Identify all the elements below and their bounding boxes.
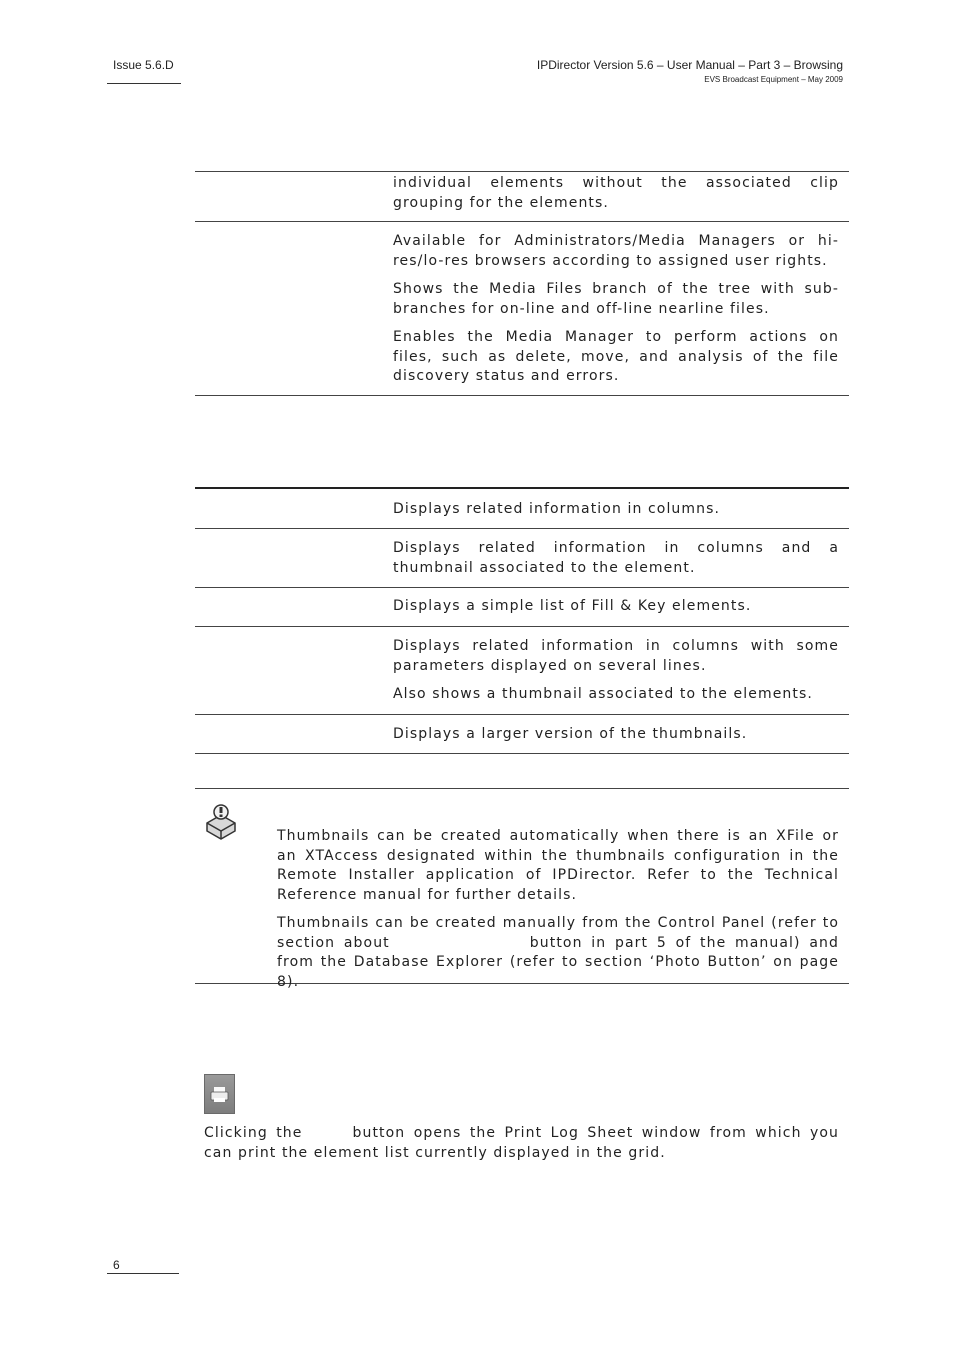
- header-title: IPDirector Version 5.6 – User Manual – Part 3 – Browsing: [536, 58, 843, 72]
- table-row: [195, 588, 849, 627]
- table-row: [195, 222, 849, 396]
- cell-text: individual elements without the associated clip grouping for the elements.: [393, 175, 839, 211]
- cell-text: Also shows a thumbnail associated to the elements.: [393, 686, 813, 702]
- note-paragraph: Thumbnails can be created automatically when there is an XFile or an XTAccess designated within the thumbnails configuration in the Remote Installer application of IPDirector. Refer to the Technical Reference manual for further details.: [277, 828, 839, 903]
- header-divider: [107, 83, 181, 84]
- table-cell: [393, 627, 839, 705]
- print-text-part: Clicking the: [204, 1125, 303, 1141]
- footer-divider: [107, 1273, 179, 1274]
- table-2: [195, 487, 849, 754]
- table-cell: [393, 222, 839, 387]
- table-row: [195, 172, 849, 222]
- cell-text: Displays related information in columns.: [393, 501, 721, 517]
- note-text: [277, 827, 839, 1001]
- page-number: 6: [113, 1258, 120, 1272]
- cell-text: Available for Administrators/Media Managers or hi-res/lo-res browsers according to assigned user rights.: [393, 233, 839, 269]
- table-row: [195, 627, 849, 715]
- note-paragraph-part: button in part 5 of the manual) and from the Database Explorer (refer to section ‘Photo Button’ on page 8).: [277, 934, 839, 990]
- note-icon: [204, 803, 238, 843]
- table-cell: [393, 588, 839, 617]
- note-paragraph-part: Thumbnails can be created manually from the Control Panel (refer to section about: [277, 915, 839, 951]
- table-cell: [393, 529, 839, 578]
- page-header: [537, 58, 843, 84]
- header-issue: Issue 5.6.D: [113, 58, 174, 72]
- printer-icon: [205, 1075, 234, 1113]
- note-box: [195, 788, 849, 990]
- table-row: [195, 529, 849, 588]
- table-cell: [393, 715, 839, 745]
- print-text-part: button opens the Print Log Sheet window from which you can print the element list currently displayed in the grid.: [204, 1125, 839, 1161]
- cell-text: Displays a larger version of the thumbnails.: [393, 726, 748, 742]
- cell-text: Displays a simple list of Fill & Key elements.: [393, 598, 752, 614]
- table-row: [195, 489, 849, 529]
- table-cell: [393, 489, 839, 520]
- table-row: [195, 715, 849, 754]
- print-button[interactable]: [204, 1074, 235, 1114]
- table-1: [195, 171, 849, 396]
- table-cell: [393, 172, 839, 213]
- cell-text: Shows the Media Files branch of the tree with sub-branches for on-line and off-line nearline files.: [393, 281, 839, 317]
- cell-text: Displays related information in columns and a thumbnail associated to the element.: [393, 540, 839, 576]
- print-paragraph: [204, 1124, 839, 1163]
- cell-text: Enables the Media Manager to perform actions on files, such as delete, move, and analysis of the file discovery status and errors.: [393, 329, 839, 384]
- cell-text: Displays related information in columns with some parameters displayed on several lines.: [393, 638, 839, 674]
- header-subtitle: EVS Broadcast Equipment – May 2009: [704, 75, 843, 84]
- note-paragraph: [277, 914, 839, 992]
